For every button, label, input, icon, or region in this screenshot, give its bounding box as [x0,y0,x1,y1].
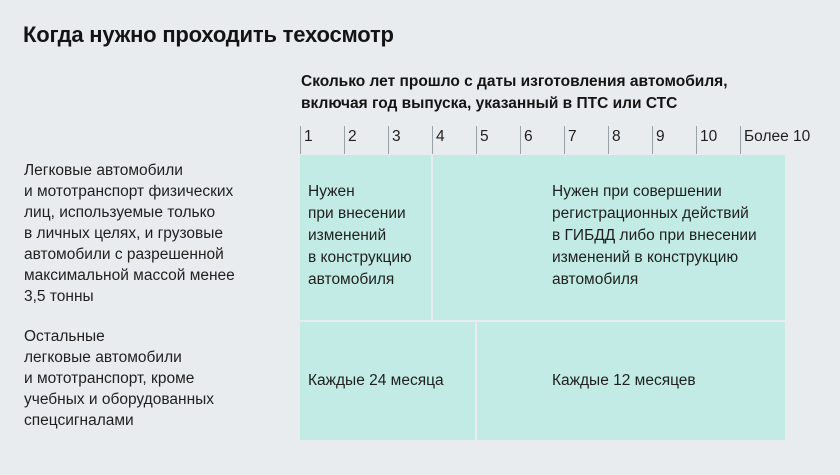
column-header [301,71,801,115]
cell-row2-years-5-plus [477,322,785,440]
row-label-line: и мототранспорт, кроме [24,370,195,387]
year-label: 7 [568,128,577,145]
column-header-line: включая год выпуска, указанный в ПТС или СТС [301,95,678,112]
year-label: 10 [700,128,718,145]
row-label-line: спецсигналами [24,412,134,429]
cell-line: Каждые 24 месяца [308,372,444,389]
cell-line: изменений в конструкцию [552,249,739,266]
cell-line: регистрационных действий [552,205,749,222]
row-label-private-vehicles [24,160,284,307]
cell-line: при внесении [308,205,406,222]
year-label: 3 [392,128,401,145]
page-title: Когда нужно проходить техосмотр [23,22,394,47]
year-label: 4 [436,128,445,145]
cell-line: в ГИБДД либо при внесении [552,227,757,244]
row-label-line: автомобили с разрешенной [24,246,224,263]
row-label-line: 3,5 тонны [24,288,94,305]
cell-row1-years-4-plus [433,155,785,320]
year-label: Более 10 [744,128,811,145]
cell-row1-years-1-3 [300,155,431,320]
year-label: 1 [304,128,313,145]
cell-row2-years-1-4 [300,322,475,440]
cell-line: в конструкцию [308,249,412,266]
row-label-line: Остальные [24,328,105,345]
year-scale [300,126,820,154]
cell-line: изменений [308,227,387,244]
row-label-line: лиц, используемые только [24,204,216,221]
row-label-line: и мототранспорт физических [24,183,234,200]
year-label: 8 [612,128,621,145]
row-label-line: учебных и оборудованных [24,391,215,408]
cell-line: автомобиля [308,271,395,288]
cell-line: Каждые 12 месяцев [552,372,696,389]
cell-line: Нужен при совершении [552,183,722,200]
year-label: 2 [348,128,357,145]
year-label: 9 [656,128,665,145]
row-label-line: Легковые автомобили [24,162,183,179]
year-label: 6 [524,128,533,145]
row-label-line: в личных целях, и грузовые [24,225,224,242]
row-label-other-vehicles [24,326,284,431]
cell-line: автомобиля [552,271,639,288]
cell-line: Нужен [308,183,355,200]
column-header-line: Сколько лет прошло с даты изготовления автомобиля, [301,73,728,90]
row-label-line: максимальной массой менее [24,267,235,284]
row-label-line: легковые автомобили [24,349,182,366]
year-label: 5 [480,128,489,145]
